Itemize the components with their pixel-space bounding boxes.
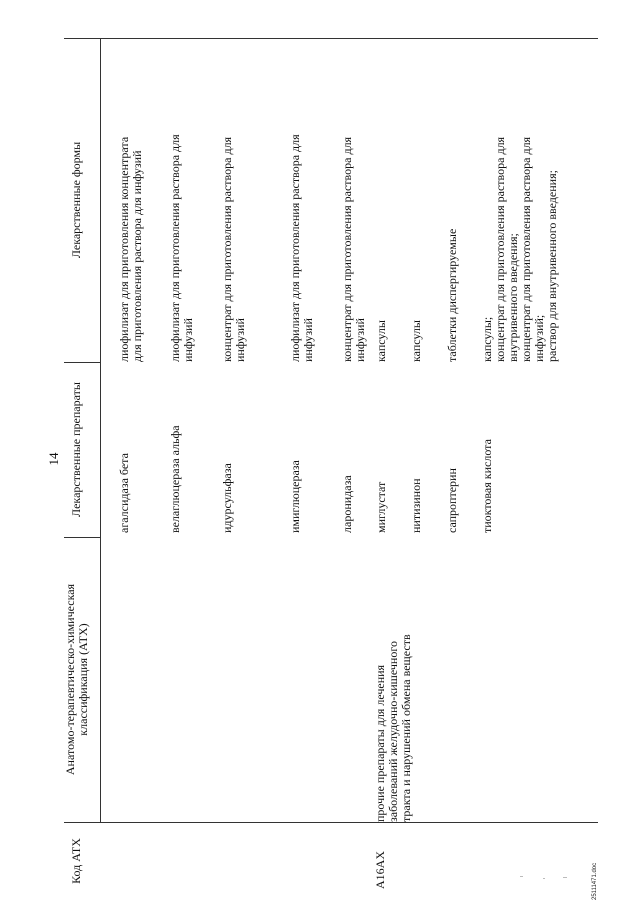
drug-name: сапроптерин bbox=[445, 468, 459, 533]
drug-name: миглустат bbox=[374, 481, 388, 533]
drug-name: тиоктовая кислота bbox=[480, 439, 494, 533]
header-code: Код АТХ bbox=[69, 838, 83, 884]
page-number: 14 bbox=[46, 452, 61, 466]
category-code: A16AX bbox=[373, 851, 387, 889]
drug-name: нитизинон bbox=[409, 478, 423, 533]
drug-forms: лиофилизат для приготовления раствора для инфузий bbox=[288, 134, 315, 362]
scan-artifact bbox=[563, 877, 567, 878]
header-drugs: Лекарственные препараты bbox=[69, 382, 83, 517]
drug-forms: концентрат для приготовления раствора для инфузий bbox=[340, 136, 367, 362]
header-forms: Лекарственные формы bbox=[69, 141, 83, 259]
drug-name: ларонидаза bbox=[340, 475, 354, 533]
drug-forms: таблетки диспергируемые bbox=[445, 228, 459, 362]
table-bottom-border bbox=[64, 822, 598, 823]
drug-forms: капсулы; концентрат для приготовления раствора для внутривенного введения; концентрат для приготовления раствора для инфузий; раствор для внутривенного введения; bbox=[480, 136, 559, 362]
drug-forms: лиофилизат для приготовления концентрата для приготовления раствора для инфузий bbox=[117, 136, 144, 362]
scan-artifact bbox=[520, 876, 523, 877]
category-name: прочие препараты для лечения заболеваний желудочно-кишечного тракта и нарушений обмена веществ bbox=[373, 634, 413, 822]
drug-forms: капсулы bbox=[409, 320, 423, 362]
drug-forms: концентрат для приготовления раствора для инфузий bbox=[220, 136, 247, 362]
drug-name: имиглюцераза bbox=[288, 460, 302, 533]
header-atc: Анатомо-терапевтическо-химическая классификация (АТХ) bbox=[63, 583, 90, 776]
drug-forms: капсулы bbox=[374, 320, 388, 362]
drug-name: велаглюцераза альфа bbox=[168, 425, 182, 533]
header-bottom-rule bbox=[100, 38, 101, 823]
scan-artifact bbox=[543, 878, 545, 879]
drug-forms: лиофилизат для приготовления раствора для инфузий bbox=[168, 134, 195, 362]
drug-name: идурсульфаза bbox=[220, 463, 234, 533]
footer-doc-code: 25111471.doc bbox=[592, 862, 598, 900]
drug-name: агалсидаза бета bbox=[117, 453, 131, 533]
